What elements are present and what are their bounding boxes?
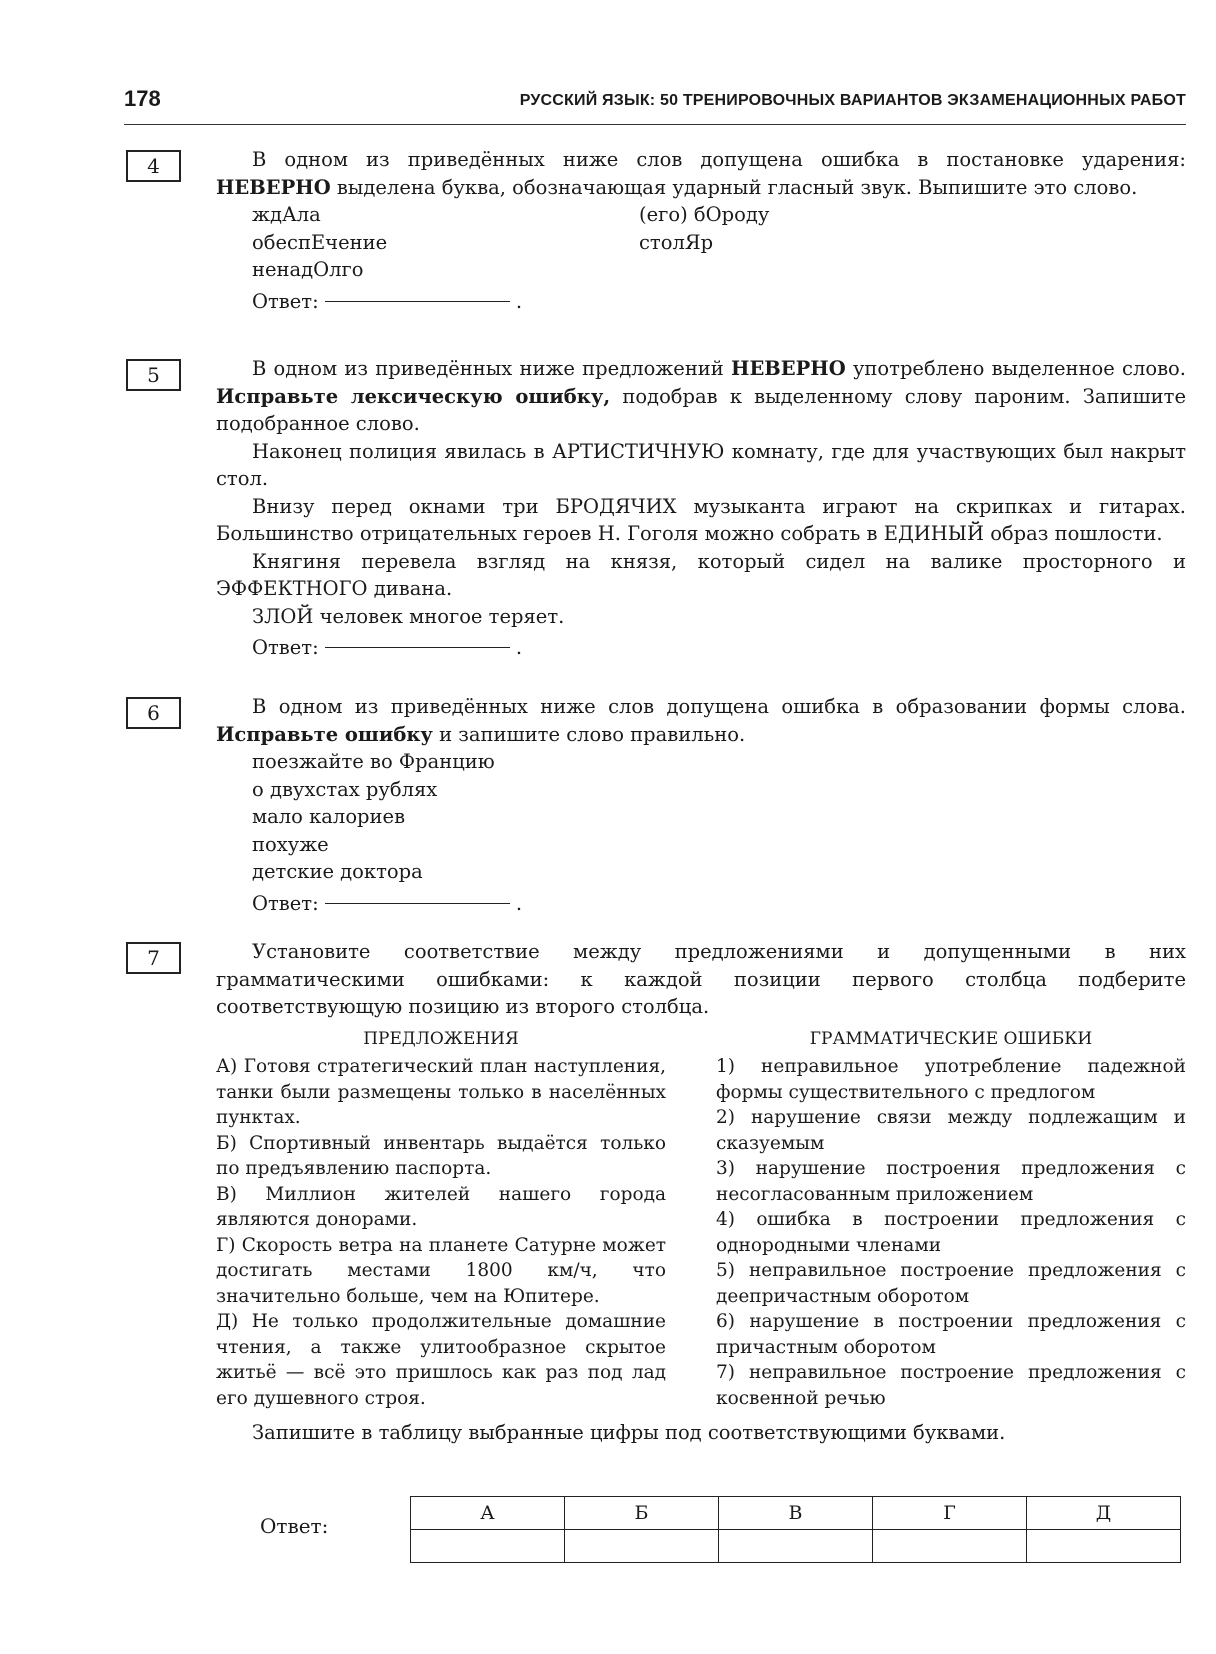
right-column-heading: ГРАММАТИЧЕСКИЕ ОШИБКИ — [809, 1028, 1093, 1049]
answer-cell[interactable] — [719, 1530, 873, 1563]
task-5 — [216, 355, 1186, 662]
word-option: ждАла — [252, 203, 321, 226]
page-number: 178 — [124, 86, 161, 111]
sentence-option: А) Готовя стратегический план наступления, танки были размещены только в населённых пунктах. — [216, 1056, 666, 1128]
sentence: Внизу перед окнами три БРОДЯЧИХ музыканта играют на скрипках и гитарах. Большинство отрицательных героев Н. Гоголя можно собрать в ЕДИНЫЙ образ пошлости. — [216, 494, 1186, 545]
sentence-option: В) Миллион жителей нашего города являются донорами. — [216, 1183, 666, 1230]
word-option: о двухстах рублях — [252, 777, 438, 801]
sentence: Наконец полиция явилась в АРТИСТИЧНУЮ комнату, где для участвующих был накрыт стол. — [216, 439, 1186, 490]
answer-cell[interactable] — [411, 1530, 565, 1563]
word-option: столЯр — [639, 230, 714, 254]
answer-table-input-row — [411, 1530, 1181, 1563]
left-column-heading: ПРЕДЛОЖЕНИЯ — [363, 1028, 519, 1049]
sentence-option: Б) Спортивный инвентарь выдаётся только по предъявлению паспорта. — [216, 1132, 666, 1179]
running-header-title: РУССКИЙ ЯЗЫК: 50 ТРЕНИРОВОЧНЫХ ВАРИАНТОВ ЭКЗАМЕНАЦИОННЫХ РАБОТ — [519, 92, 1186, 109]
task-number-4: 4 — [126, 150, 181, 182]
answer-table-header: Д — [1027, 1497, 1181, 1530]
error-option: 3) нарушение построения предложения с несогласованным приложением — [716, 1158, 1186, 1205]
answer-table-header: Г — [873, 1497, 1027, 1530]
answer-cell[interactable] — [565, 1530, 719, 1563]
task-7-columns — [216, 1027, 1186, 1412]
answer-table-header: А — [411, 1497, 565, 1530]
task-4-answer: Ответ: . — [252, 289, 523, 313]
answer-table — [410, 1496, 1181, 1563]
task-number-5: 5 — [126, 359, 181, 391]
sentence: Княгиня перевела взгляд на князя, который сидел на валике просторного и ЭФФЕКТНОГО дивана. — [216, 549, 1186, 600]
task-6 — [216, 693, 1186, 917]
error-option: 7) неправильное построение предложения с косвенной речью — [716, 1362, 1186, 1409]
word-option: детские доктора — [252, 860, 423, 883]
answer-line[interactable] — [325, 301, 510, 302]
error-option: 6) нарушение в построении предложения с причастным оборотом — [716, 1311, 1186, 1358]
task-number-6: 6 — [126, 697, 181, 729]
task-7-instruction: Запишите в таблицу выбранные цифры под соответствующими буквами. — [252, 1421, 1006, 1444]
task-6-word-list — [252, 748, 1186, 886]
task-6-answer: Ответ: . — [252, 891, 523, 915]
task-7-prompt: Установите соответствие между предложениями и допущенными в них грамматическими ошибками: к каждой позиции первого столбца подберите соответствующую позицию из второго столбца. — [216, 940, 1186, 1018]
word-option: мало калориев — [252, 805, 406, 828]
word-option: похуже — [252, 832, 329, 856]
answer-line[interactable] — [325, 903, 510, 904]
task-4-word-columns — [252, 201, 1186, 284]
word-option: (его) бОроду — [639, 203, 770, 226]
answer-cell[interactable] — [873, 1530, 1027, 1563]
word-option: обеспЕчение — [252, 230, 388, 254]
header-divider — [124, 124, 1186, 125]
task-7 — [216, 938, 1186, 1447]
task-4 — [216, 146, 1186, 315]
task-5-prompt: В одном из приведённых ниже предложений НЕВЕРНО употреблено выделенное слово. Исправьте лексическую ошибку, подобрав к выделенному слову пароним. Запишите подобранное слово. — [216, 357, 1186, 435]
answer-cell[interactable] — [1027, 1530, 1181, 1563]
answer-table-header: В — [719, 1497, 873, 1530]
answer-table-header: Б — [565, 1497, 719, 1530]
task-4-prompt: В одном из приведённых ниже слов допущена ошибка в постановке ударения: НЕВЕРНО выделена буква, обозначающая ударный гласный звук. Выпишите это слово. — [216, 148, 1186, 199]
task-6-prompt: В одном из приведённых ниже слов допущена ошибка в образовании формы слова. Исправьте ошибку и запишите слово правильно. — [216, 695, 1186, 746]
error-option: 4) ошибка в построении предложения с однородными членами — [716, 1209, 1186, 1256]
sentence-option: Г) Скорость ветра на планете Сатурне может достигать местами 1800 км/ч, что значительно больше, чем на Юпитере. — [216, 1234, 666, 1307]
sentence: ЗЛОЙ человек многое теряет. — [252, 604, 565, 628]
task-number-7: 7 — [126, 942, 181, 974]
error-option: 1) неправильное употребление падежной формы существительного с предлогом — [716, 1056, 1186, 1103]
answer-table-header-row — [411, 1497, 1181, 1530]
error-option: 5) неправильное построение предложения с деепричастным оборотом — [716, 1260, 1186, 1307]
answer-line[interactable] — [325, 647, 510, 648]
task-5-answer: Ответ: . — [252, 636, 523, 659]
task-7-answer-label: Ответ: — [260, 1514, 329, 1538]
sentence-option: Д) Не только продолжительные домашние чтения, а также улитообразное скрытое житьё — всё это пришлось как раз под лад его душевного строя. — [216, 1311, 666, 1409]
word-option: поезжайте во Францию — [252, 750, 495, 773]
word-option: ненадОлго — [252, 258, 364, 281]
error-option: 2) нарушение связи между подлежащим и сказуемым — [716, 1107, 1186, 1154]
